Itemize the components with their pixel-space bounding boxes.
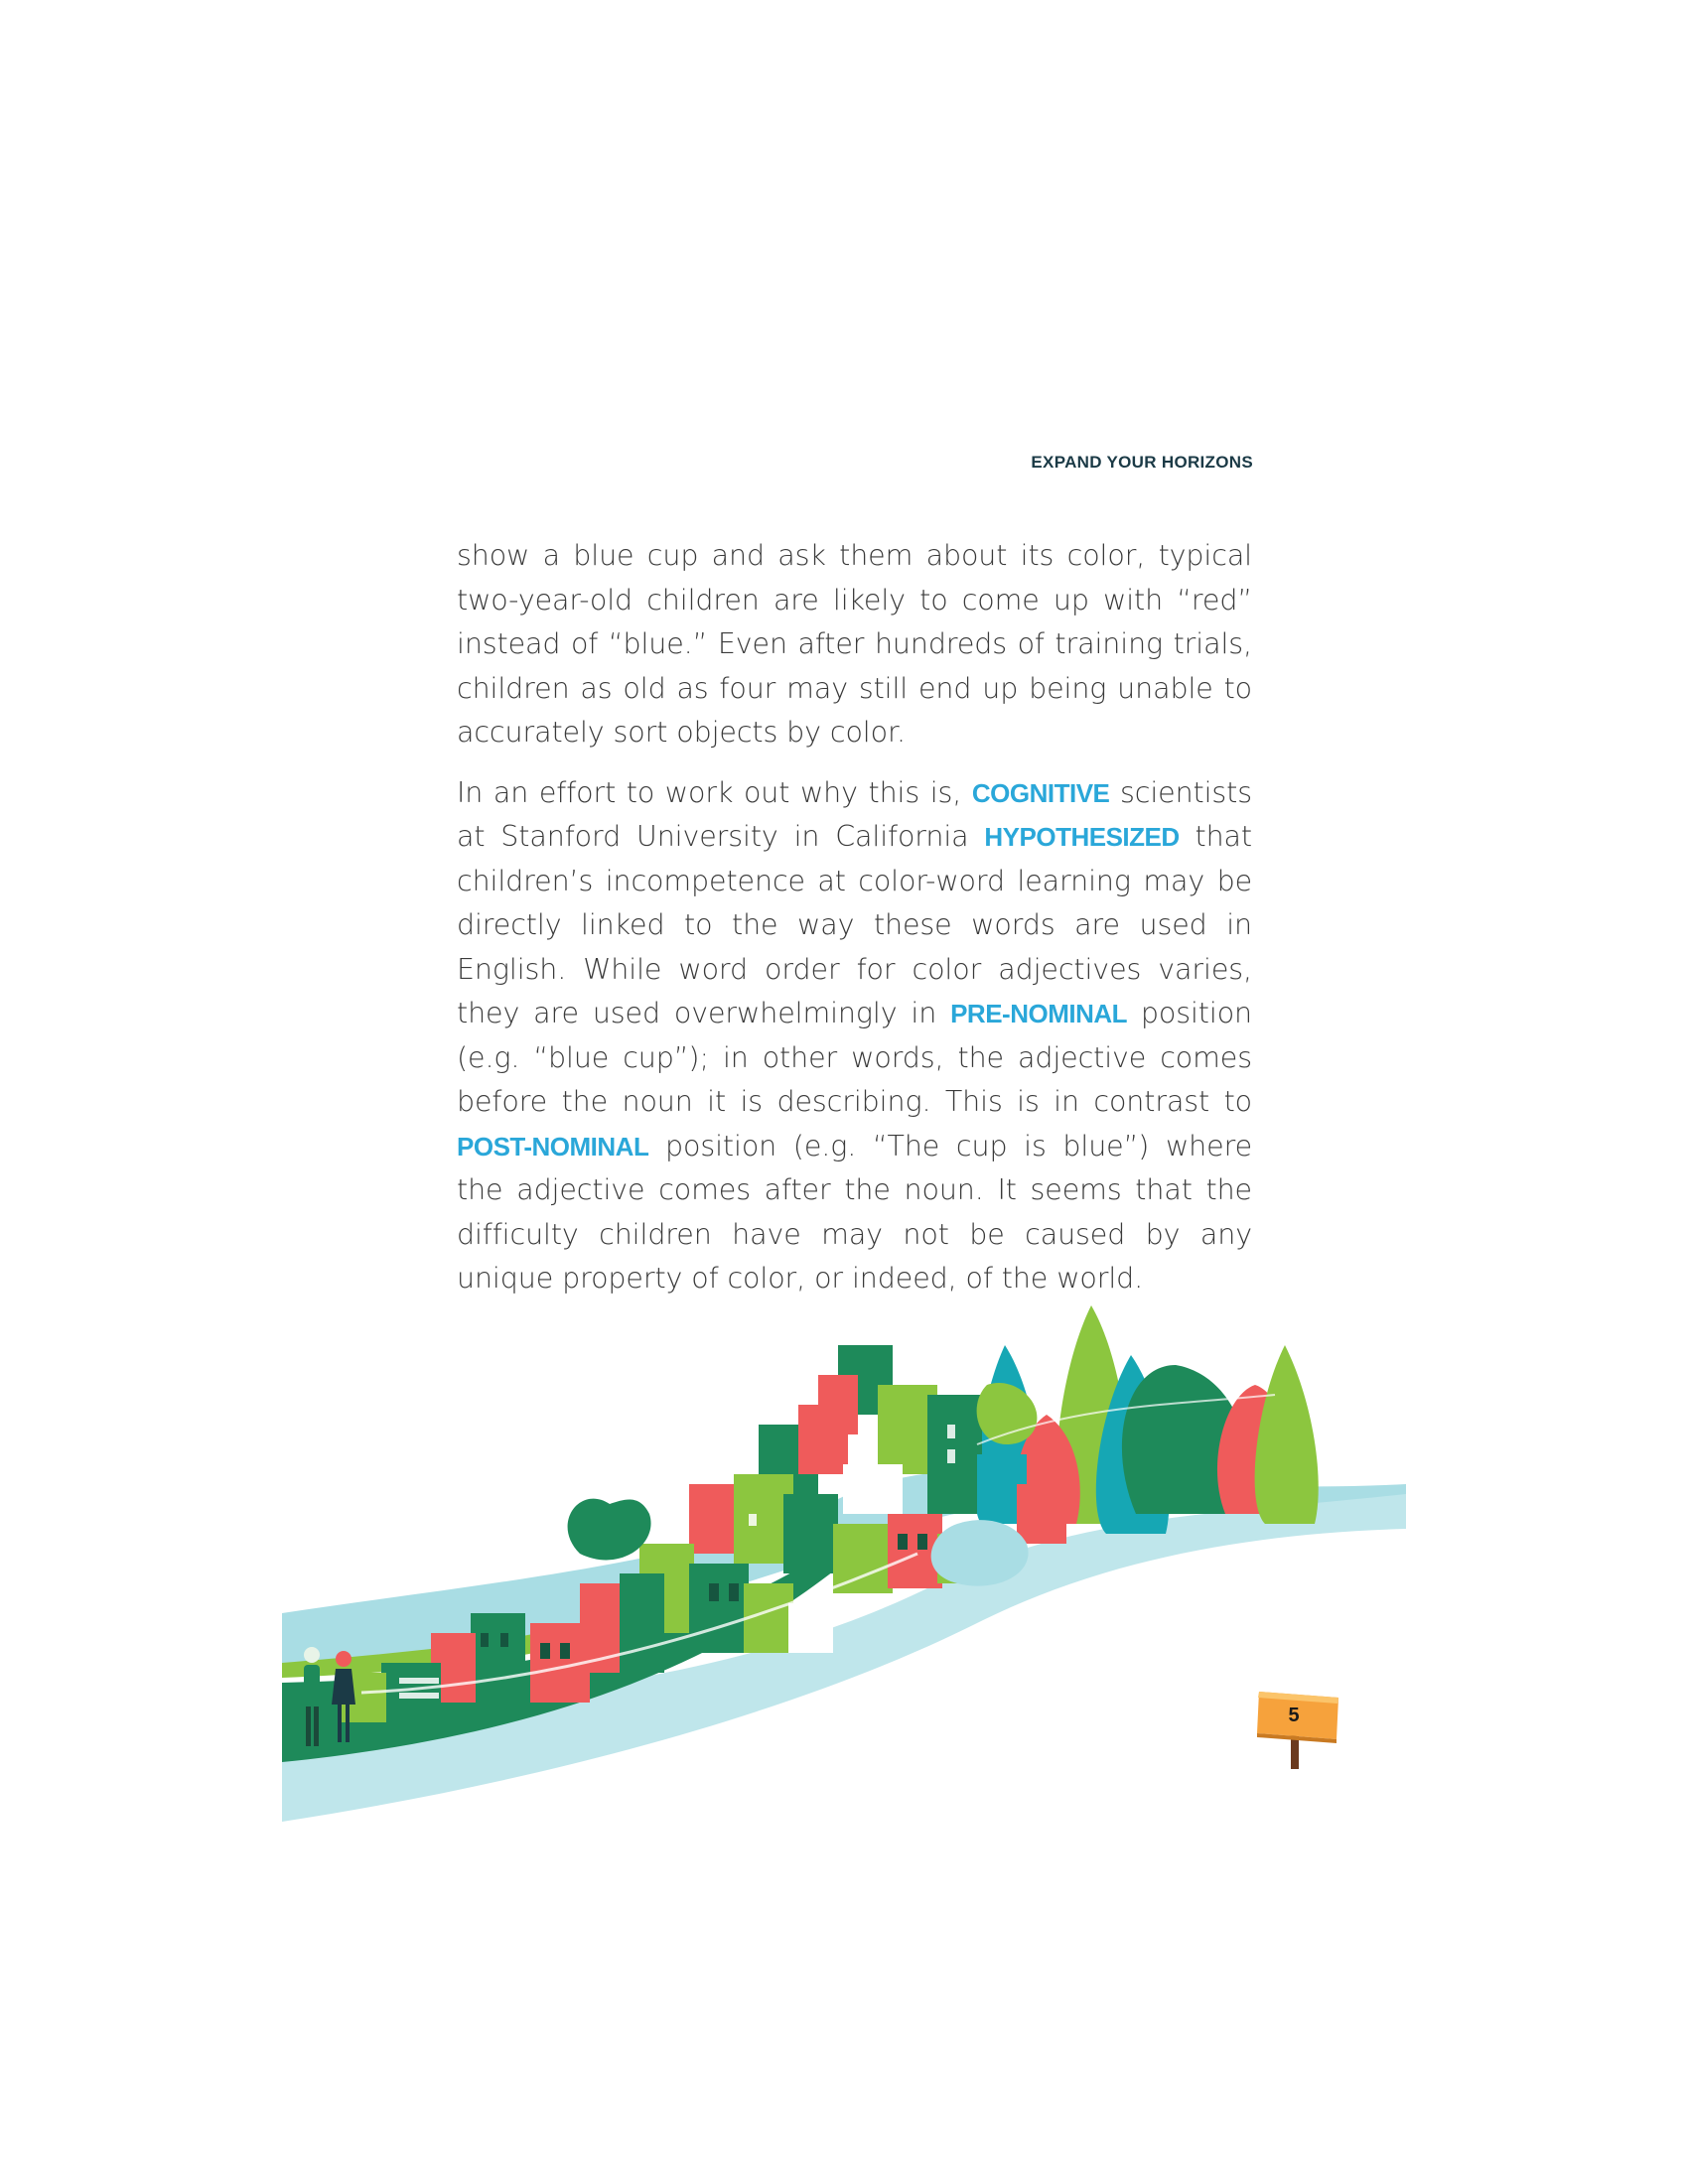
bush	[977, 1383, 1038, 1444]
building	[1017, 1484, 1066, 1544]
building	[843, 1464, 903, 1514]
tree	[1255, 1345, 1319, 1524]
paragraph-2-text-3: that children’s incompetence at color-word learning may be directly linked to the way these words are used in English. While word order for color adjectives varies, they are used overwhelmingly in	[457, 820, 1252, 1029]
running-header: EXPAND YOUR HORIZONS	[1031, 453, 1253, 472]
building	[783, 1494, 838, 1573]
paragraph-2-text-5: position (e.g. “The cup is blue”) where the adjective comes after the noun. It seems that the difficulty children have may not be caused by any unique property of color, or indeed, of the world.	[457, 1129, 1252, 1295]
building	[788, 1603, 833, 1653]
building	[689, 1564, 749, 1653]
page-number: 5	[1288, 1705, 1300, 1726]
keyword-hypothesized: HYPOTHESIZED	[984, 822, 1180, 852]
keyword-cognitive: COGNITIVE	[971, 777, 1110, 808]
hillside-town-illustration	[282, 1286, 1406, 1822]
bush	[568, 1499, 651, 1561]
paragraph-2	[457, 771, 1252, 1301]
paragraph-2-text-2: scientists at Stanford University in California	[457, 775, 1253, 853]
building	[798, 1405, 848, 1474]
building	[471, 1613, 525, 1703]
body-text	[457, 534, 1252, 1301]
keyword-post-nominal: POST-NOMINAL	[457, 1131, 649, 1161]
paragraph-2-text-4: position (e.g. “blue cup”); in other words, the adjective comes before the noun it is describing. This is in contrast to	[457, 997, 1253, 1118]
building	[620, 1573, 664, 1673]
bush	[931, 1520, 1029, 1586]
paragraph-1: show a blue cup and ask them about its color, typical two-year-old children are likely to come up with “red” instead of “blue.” Even after hundreds of training trials, children as old as four may still end up being unable to accurately sort objects by color.	[457, 539, 1252, 749]
paragraph-2-text-1: In an effort to work out why this is,	[457, 775, 972, 809]
keyword-pre-nominal: PRE-NOMINAL	[950, 999, 1128, 1028]
